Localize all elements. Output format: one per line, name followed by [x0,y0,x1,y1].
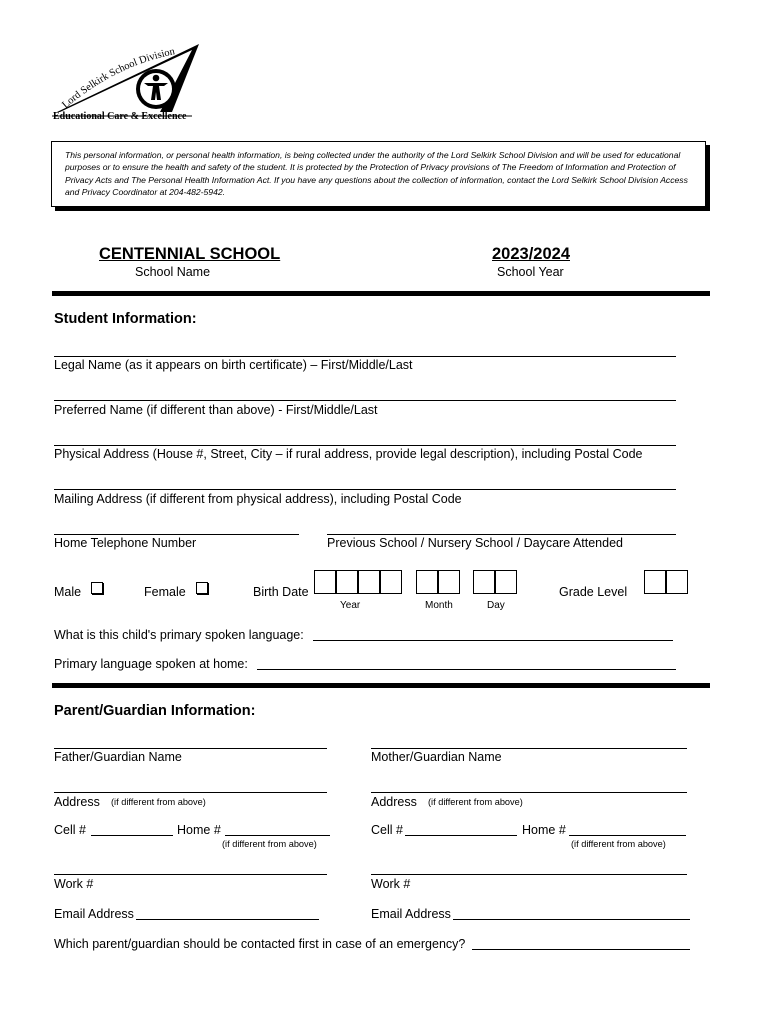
home-language-label: Primary language spoken at home: [54,657,248,671]
father-cell-label: Cell # [54,823,86,837]
birth-year-digit-2[interactable] [336,570,358,594]
female-label: Female [144,585,186,599]
birth-day-digit-2[interactable] [495,570,517,594]
section-divider [52,291,710,296]
birth-month-digit-2[interactable] [438,570,460,594]
father-work-field[interactable] [54,862,327,875]
mother-email-label: Email Address [371,907,451,921]
mother-cell-field[interactable] [405,823,517,836]
parent-section-title: Parent/Guardian Information: [54,703,256,719]
birth-year-label: Year [340,600,361,611]
mother-work-field[interactable] [371,862,687,875]
physical-address-label: Physical Address (House #, Street, City – if rural address, provide legal description), including Postal Code [54,447,643,461]
birth-year-digit-1[interactable] [314,570,336,594]
mother-name-field[interactable] [371,736,687,749]
grade-level-digit-2[interactable] [666,570,688,594]
birth-year-digit-3[interactable] [358,570,380,594]
father-email-field[interactable] [136,907,319,920]
birth-day-digit-1[interactable] [473,570,495,594]
mother-home-label: Home # [522,823,566,837]
father-home-field[interactable] [225,823,330,836]
father-address-field[interactable] [54,780,327,793]
father-address-label: Address [54,795,100,809]
previous-school-field[interactable] [327,522,676,535]
preferred-name-label: Preferred Name (if different than above) - First/Middle/Last [54,403,378,417]
mother-address-field[interactable] [371,780,687,793]
legal-name-field[interactable] [54,344,676,357]
birth-month-digit-1[interactable] [416,570,438,594]
privacy-notice-box [51,141,706,207]
school-name-label: School Name [135,265,211,279]
mother-home-note: (if different from above) [571,839,666,849]
emergency-contact-label: Which parent/guardian should be contacted first in case of an emergency? [54,937,466,951]
mailing-address-field[interactable] [54,477,676,490]
male-label: Male [54,585,82,599]
previous-school-label: Previous School / Nursery School / Daycare Attended [327,536,623,550]
mother-work-label: Work # [371,877,411,891]
mother-address-note: (if different from above) [428,797,523,807]
father-name-field[interactable] [54,736,327,749]
legal-name-label: Legal Name (as it appears on birth certificate) – First/Middle/Last [54,358,413,372]
home-language-field[interactable] [257,657,676,670]
student-section-title: Student Information: [54,311,197,327]
mother-home-field[interactable] [569,823,686,836]
female-checkbox[interactable] [196,582,208,594]
birth-day-label: Day [487,600,505,611]
section-divider [52,683,710,688]
mother-email-field[interactable] [453,907,690,920]
birth-month-label: Month [425,600,453,611]
grade-level-label: Grade Level [559,585,628,599]
logo-arc-text: Lord Selkirk School Division [60,46,176,111]
school-name-value: CENTENNIAL SCHOOL [99,245,281,263]
male-checkbox[interactable] [91,582,103,594]
spoken-language-field[interactable] [313,628,673,641]
father-name-label: Father/Guardian Name [54,750,182,764]
father-email-label: Email Address [54,907,134,921]
father-home-note: (if different from above) [222,839,317,849]
father-work-label: Work # [54,877,94,891]
emergency-contact-field[interactable] [472,937,690,950]
home-phone-field[interactable] [54,522,299,535]
logo-tagline: Educational Care & Excellence [53,111,187,122]
mother-cell-label: Cell # [371,823,403,837]
mother-name-label: Mother/Guardian Name [371,750,502,764]
mailing-address-label: Mailing Address (if different from physical address), including Postal Code [54,492,462,506]
physical-address-field[interactable] [54,433,676,446]
school-year-label: School Year [497,265,564,279]
birth-date-label: Birth Date [253,585,309,599]
privacy-notice-text: This personal information, or personal health information, is being collected under the authority of the Lord Selkirk School Division and will be used for educational purposes or to ensure the health and safety of the student. It is protected by the Protection of Privacy provisions of The Freedom of Information and Protection of Privacy Acts and The Personal Health Information Act. If you have any questions about the collection of information, contact the Lord Selkirk School Division Access and Privacy Coordinator at 204-482-5942. [65,150,688,197]
father-address-note: (if different from above) [111,797,206,807]
father-cell-field[interactable] [91,823,173,836]
birth-year-digit-4[interactable] [380,570,402,594]
mother-address-label: Address [371,795,417,809]
grade-level-digit-1[interactable] [644,570,666,594]
father-home-label: Home # [177,823,221,837]
preferred-name-field[interactable] [54,388,676,401]
school-year-value: 2023/2024 [492,245,570,263]
spoken-language-label: What is this child's primary spoken language: [54,628,304,642]
home-phone-label: Home Telephone Number [54,536,197,550]
